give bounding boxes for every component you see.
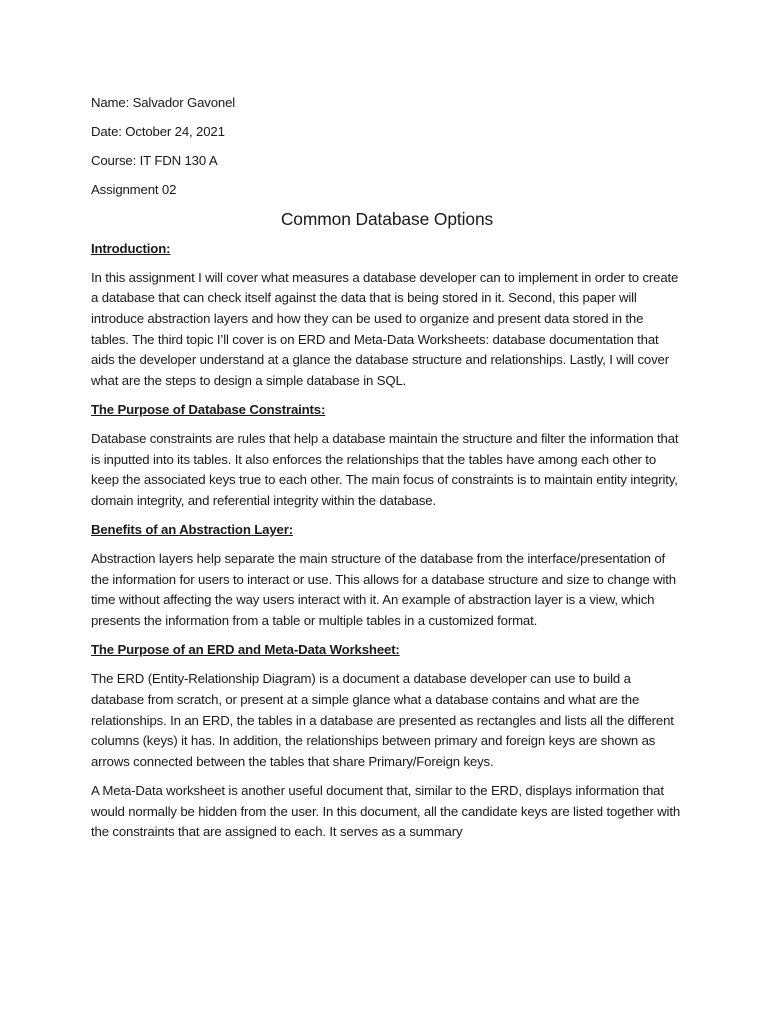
paragraph-metadata-worksheet: A Meta-Data worksheet is another useful document that, similar to the ERD, displays information that would normally be hidden from the user. In this document, all the candidate keys are listed together with the constraints that are assigned to each. It serves as a summary [91, 782, 681, 840]
paragraph-abstraction-layer: Abstraction layers help separate the main structure of the database from the interface/presentation of the information for users to interact or use. This allows for a database structure and size to change with time without affecting the way users interact with it. An example of abstraction layer is a view, which presents the information from a table or multiple tables in a customized format. [91, 551, 676, 629]
paragraph-erd: The ERD (Entity-Relationship Diagram) is a document a database developer can use to build a database from scratch, or present at a simple glance what a database contains and what are the relationships. In an ERD, the tables in a database are presented as rectangles and lists all the different columns (keys) it has. In addition, the relationships between primary and foreign keys are shown as arrows connected between the tables that share Primary/Foreign keys. [91, 671, 674, 769]
course-label: Course: IT FDN 130 A [91, 152, 218, 168]
paragraph-constraints: Database constraints are rules that help a database maintain the structure and filter the information that is inputted into its tables. It also enforces the relationships that the tables have among each other to keep the associated keys true to each other. The main focus of constraints is to maintain entity integrity, domain integrity, and referential integrity within the database. [91, 431, 679, 508]
author-name: Name: Salvador Gavonel [91, 95, 236, 110]
section-heading-constraints: The Purpose of Database Constraints: [91, 401, 326, 417]
section-heading-erd-metadata: The Purpose of an ERD and Meta-Data Worksheet: [91, 642, 400, 658]
document-body [91, 93, 683, 843]
document-date: Date: October 24, 2021 [91, 123, 225, 139]
section-heading-abstraction-layer: Benefits of an Abstraction Layer: [91, 522, 293, 538]
paragraph-introduction: In this assignment I will cover what measures a database developer can to implement in order to create a database that can check itself against the data that is being stored in it. Second, this paper will introduce abstraction layers and how they can be used to organize and present data stored in the tables. The third topic I’ll cover is on ERD and Meta-Data Worksheets: database documentation that aids the developer understand at a glance the database structure and relationships. Lastly, I will cover what are the steps to design a simple database in SQL. [91, 269, 679, 388]
document-title: Common Database Options [280, 208, 494, 229]
assignment-label: Assignment 02 [91, 181, 177, 197]
section-heading-introduction: Introduction: [91, 240, 171, 256]
